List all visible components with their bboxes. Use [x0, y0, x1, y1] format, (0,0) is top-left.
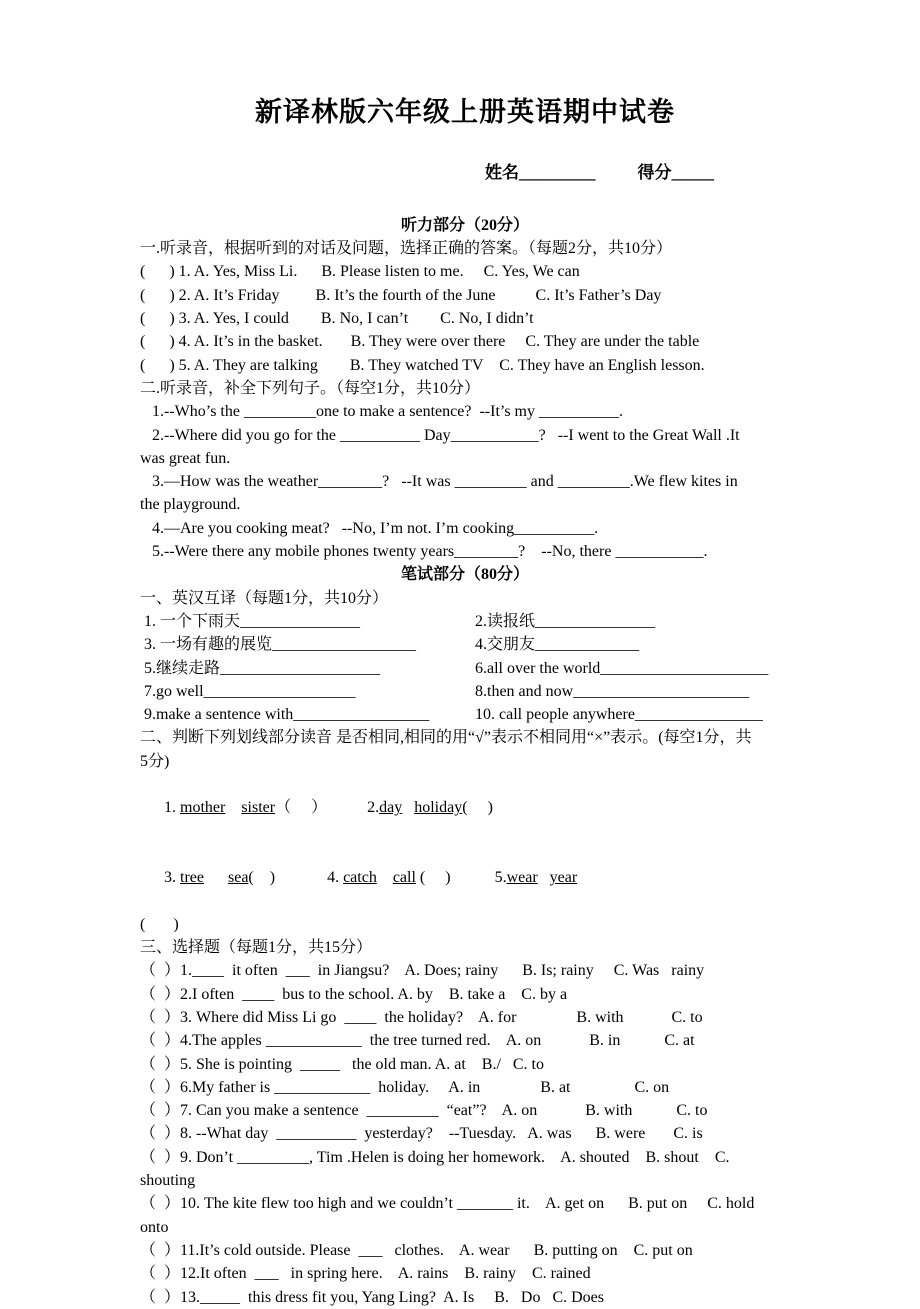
phonics-word-tree: tree — [180, 869, 204, 887]
phonics-text — [225, 799, 241, 816]
score-blank: 得分_____ — [637, 163, 714, 183]
phonics-text — [377, 869, 393, 886]
translation-heading: 一、英汉互译（每题1分，共10分） — [140, 589, 389, 607]
phonics-text — [538, 869, 550, 886]
listening-sec1-item-2: ( ) 2. A. It’s Friday B. It’s the fourth of the June C. It’s Father’s Day — [140, 286, 662, 304]
listening-sec1-item-4: ( ) 4. A. It’s in the basket. B. They were over there C. They are under the table — [140, 333, 700, 351]
choice-item-10: （ ）10. The kite flew too high and we couldn’t _______ it. A. get on B. put on C. hold — [140, 1195, 755, 1213]
choice-item-5: （ ）5. She is pointing _____ the old man. A. at B./ C. to — [140, 1055, 545, 1073]
phonics-word-mother: mother — [180, 799, 226, 817]
phonics-text: ( ) — [462, 799, 493, 817]
translation-item-7: 7.go well___________________ — [140, 682, 356, 700]
phonics-text: ( ) 5. — [415, 869, 507, 887]
phonics-text — [402, 799, 414, 816]
translation-item-3: 3. 一场有趣的展览__________________ — [140, 636, 417, 654]
listening-sec1-item-3: ( ) 3. A. Yes, I could B. No, I can’t C. No, I didn’t — [140, 310, 534, 328]
phonics-word-holiday: holiday — [414, 799, 463, 817]
translation-row-4 — [140, 680, 850, 703]
phonics-text — [204, 869, 228, 886]
phonics-word-sea: sea — [227, 869, 249, 887]
choice-heading: 三、选择题（每题1分，共15分） — [140, 939, 373, 957]
translation-item-8: 8.then and now______________________ — [475, 682, 750, 700]
phonics-word-catch: catch — [343, 869, 377, 887]
written-part-title: 笔试部分（80分） — [400, 566, 529, 584]
translation-row-3 — [140, 657, 850, 680]
phonics-text: 3. — [156, 869, 180, 887]
translation-item-6: 6.all over the world_____________________ — [475, 659, 769, 677]
listening-sec1-item-5: ( ) 5. A. They are talking B. They watched TV C. They have an English lesson. — [140, 356, 705, 374]
listening-sec2-item-3-wrap: the playground. — [140, 496, 241, 514]
phonics-word-day: day — [379, 799, 403, 817]
listening-sec1-heading: 一.听录音，根据听到的对话及问题，选择正确的答案。（每题2分，共10分） — [140, 240, 673, 258]
listening-sec2-item-3: 3.—How was the weather________? --It was _________ and _________.We flew kites in — [140, 473, 738, 491]
listening-sec2-item-2: 2.--Where did you go for the __________ Day___________? --I went to the Great Wall .It — [140, 426, 740, 444]
name-score-line — [140, 138, 850, 208]
choice-item-9-wrap: shouting — [140, 1172, 196, 1190]
translation-item-9: 9.make a sentence with_________________ — [140, 706, 430, 724]
translation-row-5 — [140, 703, 850, 726]
choice-item-4: （ ）4.The apples ____________ the tree turned red. A. on B. in C. at — [140, 1032, 695, 1050]
translation-row-2 — [140, 633, 850, 656]
choice-item-13: （ ）13._____ this dress fit you, Yang Ling? A. Is B. Do C. Does — [140, 1288, 605, 1306]
phonics-heading-line-2: 5分) — [140, 752, 170, 770]
phonics-text: （ ） 2. — [275, 799, 380, 817]
phonics-word-sister: sister — [241, 799, 276, 817]
translation-item-1: 1. 一个下雨天_______________ — [140, 612, 361, 630]
phonics-word-call: call — [392, 869, 416, 887]
translation-item-10: 10. call people anywhere________________ — [475, 706, 763, 724]
listening-sec2-item-1: 1.--Who’s the _________one to make a sentence? --It’s my __________. — [140, 403, 623, 421]
phonics-heading-line-1: 二、判断下列划线部分读音 是否相同,相同的用“√”表示不相同用“×”表示。(每空1分，共 — [140, 729, 752, 747]
phonics-text: ( ) 4. — [248, 869, 344, 887]
translation-item-4: 4.交朋友_____________ — [475, 636, 640, 654]
choice-item-7: （ ）7. Can you make a sentence _________ “eat”? A. on B. with C. to — [140, 1102, 708, 1120]
choice-item-6: （ ）6.My father is ____________ holiday. A. in B. at C. on — [140, 1078, 670, 1096]
phonics-row-1 — [140, 773, 850, 843]
translation-item-5: 5.继续走路____________________ — [140, 659, 381, 677]
listening-sec2-heading: 二.听录音，补全下列句子。（每空1分，共10分） — [140, 379, 481, 397]
phonics-word-wear: wear — [506, 869, 538, 887]
doc-title: 新译林版六年级上册英语期中试卷 — [255, 97, 675, 127]
name-blank: 姓名_________ — [485, 163, 596, 183]
choice-item-2: （ ）2.I often ____ bus to the school. A. by B. take a C. by a — [140, 985, 568, 1003]
translation-item-2: 2.读报纸_______________ — [475, 612, 656, 630]
phonics-text: 1. — [156, 799, 180, 817]
phonics-row-2 — [140, 843, 850, 913]
listening-sec2-item-4: 4.—Are you cooking meat? --No, I’m not. I’m cooking__________. — [140, 519, 599, 537]
listening-sec2-item-5: 5.--Were there any mobile phones twenty years________? --No, there ___________. — [140, 543, 708, 561]
choice-item-8: （ ）8. --What day __________ yesterday? --Tuesday. A. was B. were C. is — [140, 1125, 703, 1143]
translation-row-1 — [140, 610, 850, 633]
listening-sec2-item-2-wrap: was great fun. — [140, 449, 231, 467]
listening-part-title: 听力部分（20分） — [400, 216, 529, 234]
listening-sec1-item-1: ( ) 1. A. Yes, Miss Li. B. Please listen to me. C. Yes, We can — [140, 263, 580, 281]
choice-item-3: （ ）3. Where did Miss Li go ____ the holiday? A. for B. with C. to — [140, 1008, 703, 1026]
choice-item-9: （ ）9. Don’t _________, Tim .Helen is doing her homework. A. shouted B. shout C. — [140, 1148, 730, 1166]
choice-item-10-wrap: onto — [140, 1218, 169, 1236]
choice-item-12: （ ）12.It often ___ in spring here. A. rains B. rainy C. rained — [140, 1265, 591, 1283]
phonics-word-year: year — [549, 869, 578, 887]
choice-item-11: （ ）11.It’s cold outside. Please ___ clothes. A. wear B. putting on C. put on — [140, 1241, 693, 1259]
choice-item-1: （ ）1.____ it often ___ in Jiangsu? A. Does; rainy B. Is; rainy C. Was rainy — [140, 962, 705, 980]
phonics-row-3: ( ) — [140, 915, 179, 933]
